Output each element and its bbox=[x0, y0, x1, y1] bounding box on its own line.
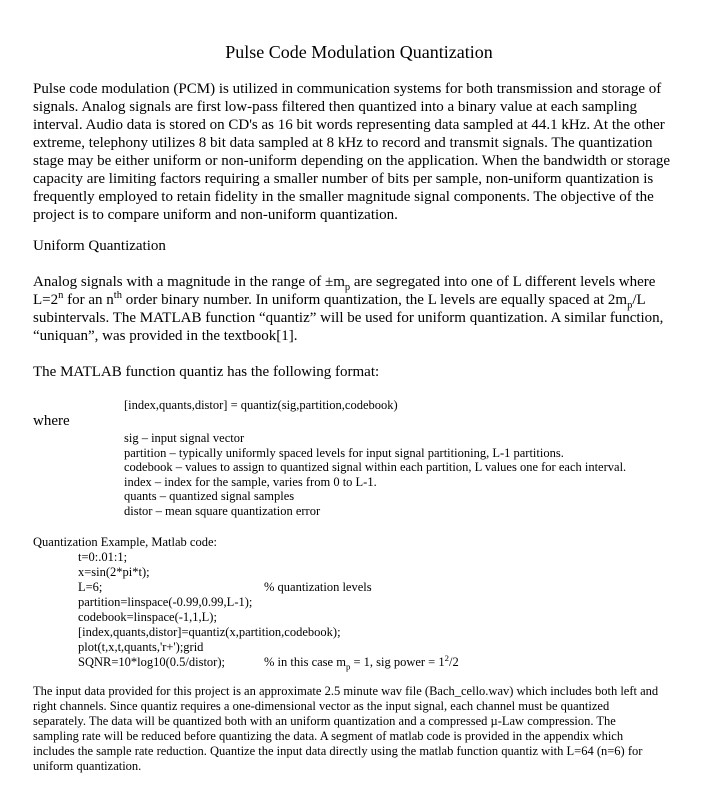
code-line: x=sin(2*pi*t); bbox=[78, 565, 150, 579]
code-line: L=6; bbox=[78, 580, 103, 594]
format-call: [index,quants,distor] = quantiz(sig,partition,codebook) bbox=[124, 398, 398, 412]
definition-line: codebook – values to assign to quantized signal within each partition, L values one for each interval. bbox=[124, 460, 627, 474]
code-line: [index,quants,distor]=quantiz(x,partition,codebook); bbox=[78, 625, 341, 639]
uniform-paragraph: Analog signals with a magnitude in the range of $\pm m_p$ are segregated into one of L different levels where $L=2^n$ for an $n^{th}$ order binary number. In uniform quantization, the L levels are equally spaced at $2m_p/L$ subintervals. The MATLAB function “quantiz” will be used for uniform quantization. A similar function, “uniquan”, was provided in the textbook[1]. bbox=[33, 274, 664, 344]
where-label: where bbox=[33, 413, 70, 429]
definition-line: partition – typically uniformly spaced levels for input signal partitioning, L-1 partitions. bbox=[124, 445, 564, 460]
definition-line: sig – input signal vector bbox=[124, 431, 245, 445]
code-comment: % quantization levels bbox=[264, 580, 372, 594]
code-line: plot(t,x,t,quants,'r+');grid bbox=[78, 640, 204, 654]
intro-paragraph: Pulse code modulation (PCM) is utilized in communication systems for both transmission and storage of signals. Analog signals are first low-pass filtered then quantized into a binary value at each sampling interval. Audio data is stored on CD's as 16 bit words representing data sampled at 44.1 kHz. At the other extreme, telephony utilizes 8 bit data sampled at 8 kHz to record and transmit signals. The quantization stage may be either uniform or non-uniform depending on the application. When the bandwidth or storage capacity are limiting factors requiring a smaller number of bits per sample, non-uniform quantization is frequently employed to retain fidelity in the smaller magnitude signal components. The objective of the project is to compare uniform and non-uniform quantization. bbox=[33, 81, 671, 223]
definition-line: distor – mean square quantization error bbox=[124, 503, 321, 518]
definition-line: index – index for the sample, varies from 0 to L-1. bbox=[124, 474, 377, 489]
document-title: Pulse Code Modulation Quantization bbox=[225, 42, 493, 62]
definition-line: quants – quantized signal samples bbox=[124, 489, 295, 503]
code-line: partition=linspace(-0.99,0.99,L-1); bbox=[78, 595, 253, 609]
uniform-quantization-heading: Uniform Quantization bbox=[33, 238, 166, 254]
code-line: codebook=linspace(-1,1,L); bbox=[78, 610, 217, 624]
format-intro: The MATLAB function quantiz has the following format: bbox=[33, 364, 380, 380]
closing-paragraph: The input data provided for this project is an approximate 2.5 minute wav file (Bach_cello.wav) which includes both left and right channels. Since quantiz requires a one-dimensional vector as the input signal, each channel must be quantized separately. The data will be quantized both with an uniform quantization and a compressed µ-Law compression. The sampling rate will be reduced before quantizing the data. A segment of matlab code is provided in the appendix which includes the sample rate reduction. Quantize the input data directly using the matlab function quantiz with L=64 (n=6) for uniform quantization. bbox=[33, 684, 659, 773]
example-heading: Quantization Example, Matlab code: bbox=[33, 535, 217, 549]
code-line: t=0:.01:1; bbox=[78, 550, 128, 564]
code-line: SQNR=10*log10(0.5/distor); bbox=[78, 655, 225, 669]
code-comment: % in this case $m_p = 1$, sig power = $1^2/2$ bbox=[264, 652, 459, 672]
